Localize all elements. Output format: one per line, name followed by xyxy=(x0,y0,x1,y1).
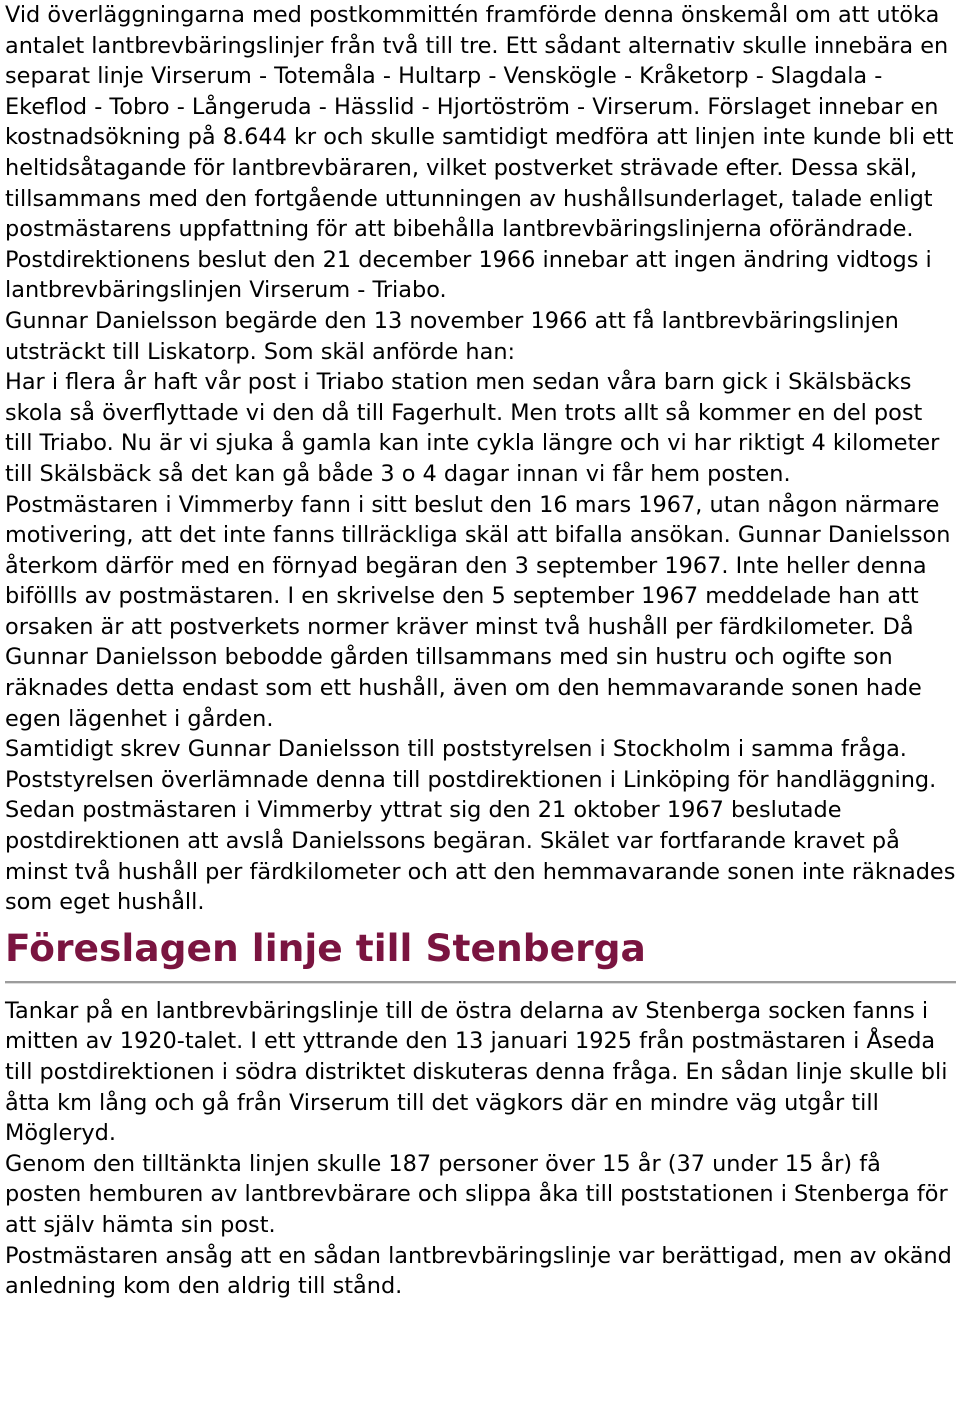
paragraph-poststyrelsen-appeal: Samtidigt skrev Gunnar Danielsson till poststyrelsen i Stockholm i samma fråga. Poststyrelsen överlämnade denna till postdirektionen i Linköping för handläggning. Sedan postmästaren i Vimmerby yttrat sig den 21 oktober 1967 beslutade postdirektionen att avslå Danielssons begäran. Skälet var fortfarande kravet på minst två hushåll per färdkilometer och att den hemmavarande sonen inte räknades som eget hushåll. xyxy=(5,736,956,916)
paragraph-danielsson-quote: Har i flera år haft vår post i Triabo station men sedan våra barn gick i Skälsbäcks skola så överflyttade vi den då till Fagerhult. Men trots allt så kommer en del post till Triabo. Nu är vi sjuka å gamla kan inte cykla längre och vi har riktigt 4 kilometer till Skälsbäck så det kan gå både 3 o 4 dagar innan vi får hem posten. xyxy=(5,369,940,487)
paragraph-postal-directorate-decision: Postdirektionens beslut den 21 december 1966 innebar att ingen ändring vidtogs i lantbrevbäringslinjen Virserum - Triabo. xyxy=(5,246,932,304)
paragraph-extended-route-proposal: Vid överläggningarna med postkommittén framförde denna önskemål om att utöka antalet lantbrevbäringslinjer från två till tre. Ett sådant alternativ skulle innebära en separat linje Virserum - Totemåla - Hultarp - Venskögle - Kråketorp - Slagdala - Ekeflod - Tobro - Långeruda - Hässlid - Hjortöström - Virserum. Förslaget innebar en kostnadsökning på 8.644 kr och skulle samtidigt medföra att linjen inte kunde bli ett heltidsåtagande för lantbrevbäraren, vilket postverket strävade efter. Dessa skäl, tillsammans med den fortgående uttunningen av hushållsunderlaget, talade enligt postmästarens uppfattning för att bibehålla lantbrevbäringslinjerna oförändrade. xyxy=(5,2,954,243)
paragraph-stenberga-outcome: Postmästaren ansåg att en sådan lantbrevbäringslinje var berättigad, men av okänd anledning kom den aldrig till stånd. xyxy=(5,1242,952,1300)
section-heading-stenberga: Föreslagen linje till Stenberga xyxy=(5,925,646,970)
paragraph-danielsson-request: Gunnar Danielsson begärde den 13 november 1966 att få lantbrevbäringslinjen utsträckt till Liskatorp. Som skäl anförde han: xyxy=(5,307,899,365)
paragraph-stenberga-population: Genom den tilltänkta linjen skulle 187 personer över 15 år (37 under 15 år) få posten hemburen av lantbrevbärare och slippa åka till poststationen i Stenberga för att själv hämta sin post. xyxy=(5,1150,948,1238)
document-page xyxy=(5,0,956,1302)
paragraph-stenberga-idea: Tankar på en lantbrevbäringslinje till de östra delarna av Stenberga socken fanns i mitten av 1920-talet. I ett yttrande den 13 januari 1925 från postmästaren i Åseda till postdirektionen i södra distriktet diskuteras denna fråga. En sådan linje skulle bli åtta km lång och gå från Virserum till det vägkors där en mindre väg utgår till Mögleryd. xyxy=(5,997,948,1147)
section-divider xyxy=(5,981,956,984)
paragraph-vimmerby-decision: Postmästaren i Vimmerby fann i sitt beslut den 16 mars 1967, utan någon närmare motivering, att det inte fanns tillräckliga skäl att bifalla ansökan. Gunnar Danielsson återkom därför med en förnyad begäran den 3 september 1967. Inte heller denna biföllls av postmästaren. I en skrivelse den 5 september 1967 meddelade han att orsaken är att postverkets normer kräver minst två hushåll per färdkilometer. Då Gunnar Danielsson bebodde gården tillsammans med sin hustru och ogifte son räknades detta endast som ett hushåll, även om den hemmavarande sonen hade egen lägenhet i gården. xyxy=(5,491,951,732)
